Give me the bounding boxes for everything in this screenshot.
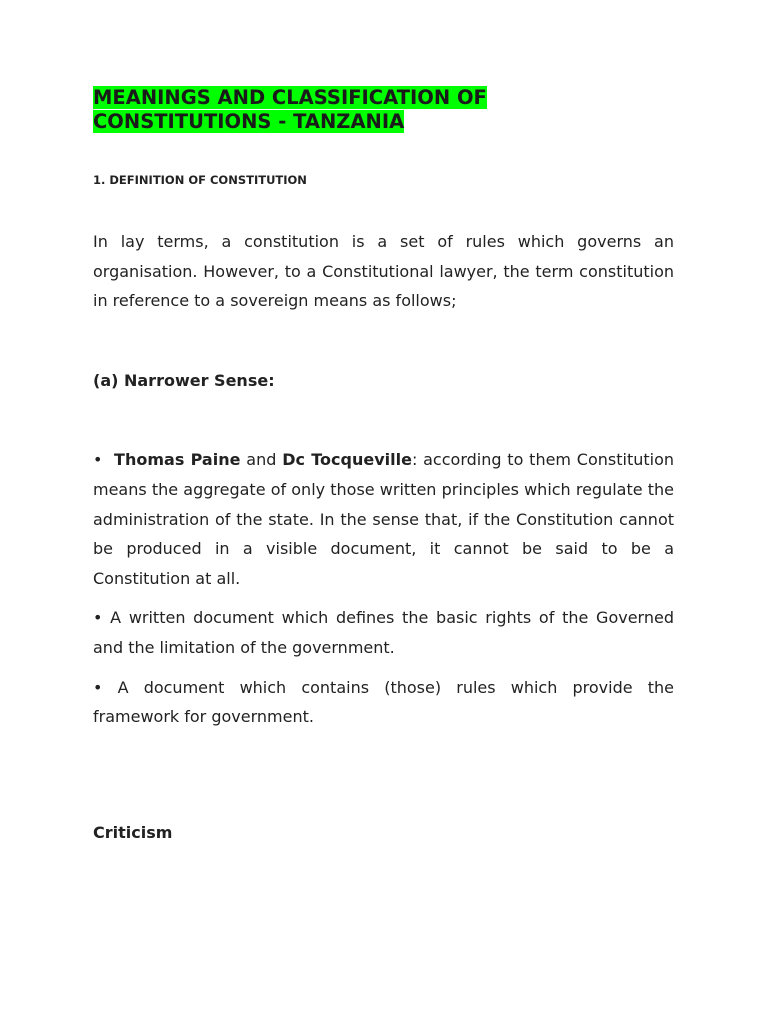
author-name-tocqueville: Dc Tocqueville [282,450,412,470]
bullet-text: : according to them Constitution means the aggregate of only those written principles which regulate the administration of the state. In the sense that, if the Constitution cannot be produced in a visible document, it cannot be said to be a Constitution at all. [93,450,675,588]
bullet-item-written-document [93,603,674,662]
document-title-line-1: MEANINGS AND CLASSIFICATION OF [93,86,487,109]
document-page [93,86,674,847]
narrower-sense-heading: (a) Narrower Sense: [93,370,275,390]
bullet-text: A written document which defines the basic rights of the Governed and the limitation of the government. [93,608,674,657]
bullet-item-paine-tocqueville [93,445,674,593]
definition-bullet-list [93,445,674,731]
bullet-item-framework [93,673,674,732]
bullet-text: A document which contains (those) rules which provide the framework for government. [93,677,674,727]
document-title [93,86,674,134]
bullet-marker: • [93,677,103,697]
author-connector: and [246,450,277,470]
bullet-marker: • [93,450,103,470]
bullet-marker: • [93,608,103,628]
criticism-heading: Criticism [93,822,173,842]
intro-paragraph: In lay terms, a constitution is a set of rules which governs an organisation. However, to a Constitutional lawyer, the term constitution in reference to a sovereign means as follows; [93,232,674,311]
author-name-paine: Thomas Paine [114,450,241,470]
document-title-line-2: CONSTITUTIONS - TANZANIA [93,110,405,133]
section-heading: 1. DEFINITION OF CONSTITUTION [93,173,307,187]
